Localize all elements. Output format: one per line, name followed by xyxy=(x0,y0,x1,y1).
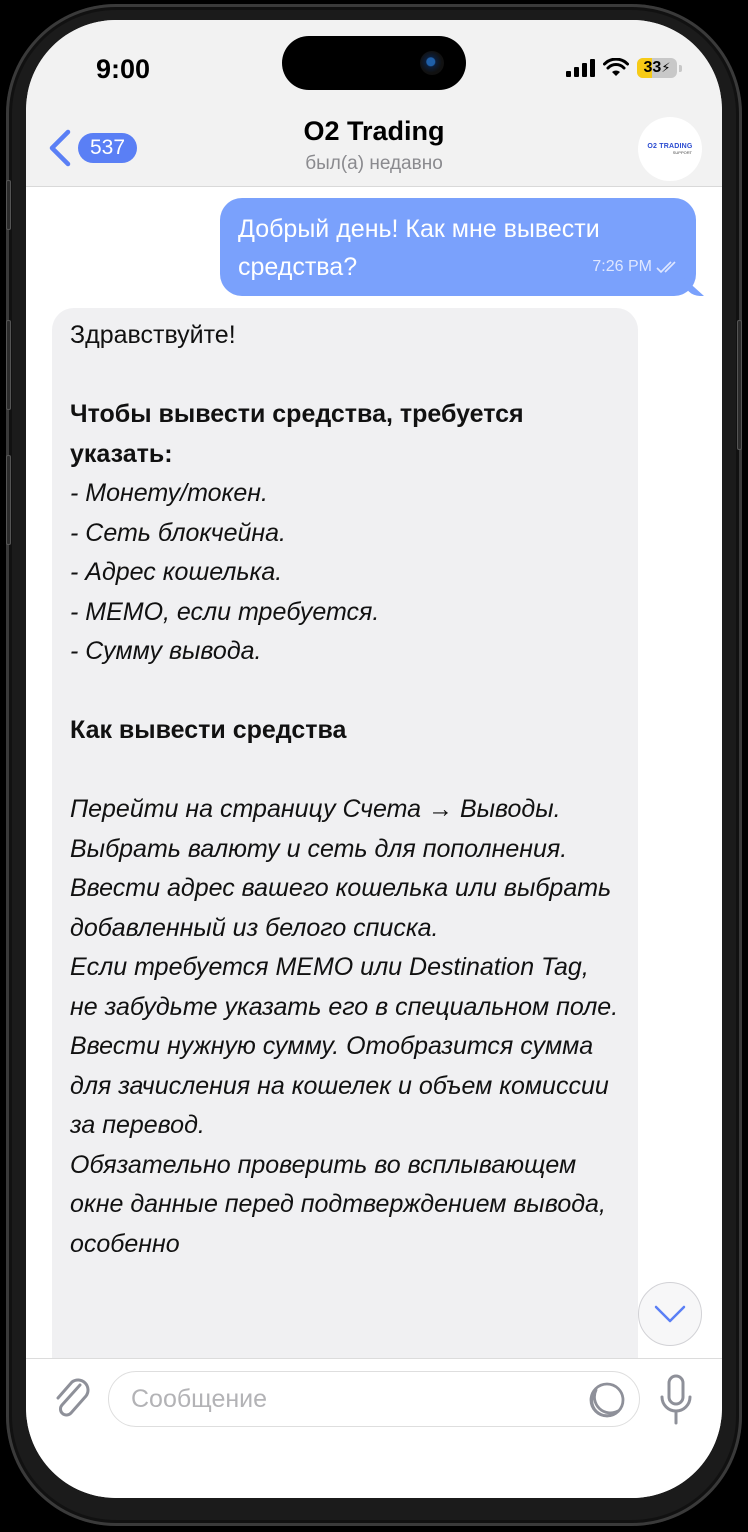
chevron-down-icon xyxy=(653,1304,687,1324)
chat-title[interactable]: O2 Trading xyxy=(303,116,445,146)
message-input[interactable] xyxy=(108,1371,640,1427)
step-item: Выбрать валюту и сеть для пополнения. xyxy=(70,834,568,863)
requirements-heading: Чтобы вывести средства, требуется указать: xyxy=(70,400,531,468)
message-meta xyxy=(592,248,680,286)
dynamic-island xyxy=(282,36,466,90)
avatar-logo-text: O2 TRADING xyxy=(647,143,693,150)
screen xyxy=(26,20,722,1498)
status-time: 9:00 xyxy=(96,54,151,84)
battery-level: 33 xyxy=(643,59,662,76)
step-item: Ввести нужную сумму. Отобразится сумма для зачисления на кошелек и объем комиссии за перевод. xyxy=(70,1032,616,1139)
message-list[interactable] xyxy=(26,188,722,1358)
battery-tip xyxy=(679,65,682,72)
camera-icon xyxy=(420,51,444,75)
status-icons xyxy=(566,58,682,78)
step-item: Обязательно проверить во всплывающем окне данные перед подтверждением вывода, особенно xyxy=(70,1150,613,1258)
outgoing-message[interactable] xyxy=(220,198,696,296)
volume-down-button xyxy=(6,455,11,545)
step-item: Перейти на страницу Счета → Выводы. xyxy=(70,795,561,823)
requirement-item: - МЕМО, если требуется. xyxy=(70,597,380,626)
greeting-text: Здравствуйте! xyxy=(70,321,236,349)
wifi-icon xyxy=(603,58,629,78)
paperclip-icon[interactable] xyxy=(50,1375,94,1423)
last-seen-status: был(а) недавно xyxy=(305,153,443,174)
unread-count-badge: 537 xyxy=(78,133,137,163)
requirement-item: - Сеть блокчейна. xyxy=(70,518,286,547)
step-item: Если требуется МЕМО или Destination Tag, не забудьте указать его в специальном поле. xyxy=(70,953,619,1021)
message-composer xyxy=(26,1358,722,1498)
double-check-icon xyxy=(656,260,680,274)
scroll-to-bottom-button[interactable] xyxy=(638,1282,702,1346)
requirement-item: - Сумму вывода. xyxy=(70,637,262,665)
step-item: Ввести адрес вашего кошелька или выбрать добавленный из белого списка. xyxy=(70,874,619,942)
microphone-icon[interactable] xyxy=(658,1373,694,1425)
requirement-item: - Адрес кошелька. xyxy=(70,558,283,586)
power-button xyxy=(737,320,742,450)
battery-icon: 33 ⚡ xyxy=(637,58,677,78)
sticker-icon[interactable] xyxy=(588,1381,626,1419)
howto-heading: Как вывести средства xyxy=(70,716,347,744)
requirement-item: - Монету/токен. xyxy=(70,479,268,507)
message-text: Добрый день! Как мне вывести средства? xyxy=(238,215,600,281)
cellular-signal-icon xyxy=(566,59,595,77)
message-time: 7:26 PM xyxy=(592,258,652,275)
avatar[interactable] xyxy=(638,117,702,181)
action-button xyxy=(6,180,11,230)
avatar-logo-subtext: SUPPORT xyxy=(672,150,692,155)
incoming-message[interactable] xyxy=(52,308,638,1358)
volume-up-button xyxy=(6,320,11,410)
